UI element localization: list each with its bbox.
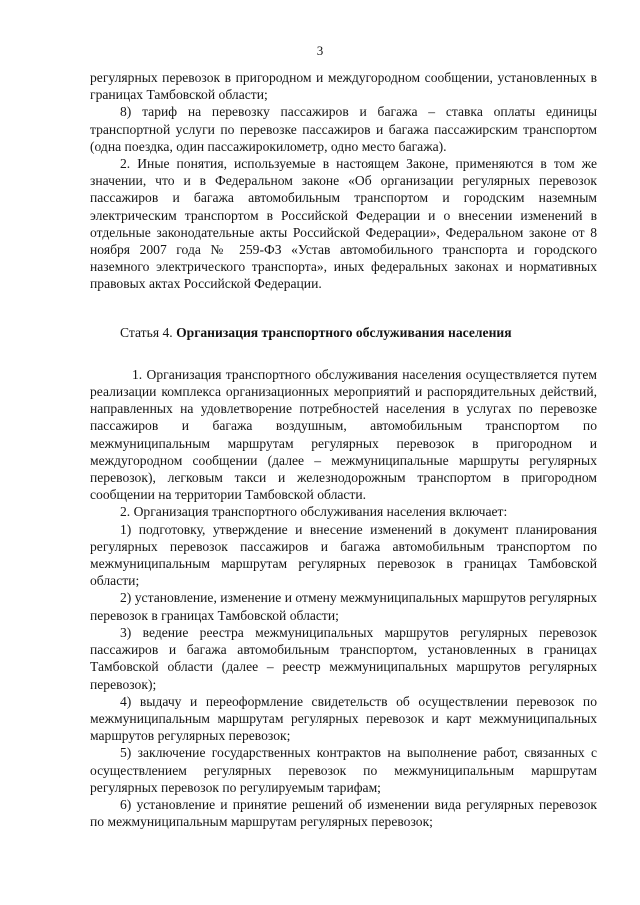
paragraph-a4-sub-4: 4) выдачу и переоформление свидетельств об осуществлении перевозок по межмуниципальным маршрутам регулярных перевозок и карт межмуниципальных маршрутов регулярных перевозок; bbox=[90, 693, 597, 744]
paragraph-a4-sub-2: 2) установление, изменение и отмену межмуниципальных маршрутов регулярных перевозок в границах Тамбовской области; bbox=[90, 590, 597, 623]
document-body bbox=[90, 69, 597, 830]
page-number: 3 bbox=[316, 43, 324, 58]
paragraph-a4-sub-6: 6) установление и принятие решений об изменении вида регулярных перевозок по межмуниципальным маршрутам регулярных перевозок; bbox=[90, 796, 597, 830]
article-heading bbox=[90, 324, 597, 341]
paragraph-a4-point-1: 1. Организация транспортного обслуживания населения осуществляется путем реализации комплекса организационных мероприятий и распорядительных действий, направленных на удовлетворение потребностей населения в услугах по перевозке пассажиров и багажа воздушным, автомобильным транспортом по межмуниципальным маршрутам регулярных перевозок в пригородном и междугородном сообщении (далее – межмуниципальные маршруты регулярных перевозок), легковым такси и железнодорожным транспортом в пригородном сообщении на территории Тамбовской области. bbox=[90, 366, 597, 503]
paragraph-a4-sub-5: 5) заключение государственных контрактов на выполнение работ, связанных с осуществлением регулярных перевозок по межмуниципальным маршрутам регулярных перевозок по регулируемым тарифам; bbox=[90, 745, 597, 795]
article-label: Статья 4. bbox=[120, 324, 173, 340]
paragraphs-after bbox=[90, 366, 597, 830]
paragraph-a4-point-2: 2. Организация транспортного обслуживания населения включает: bbox=[120, 504, 508, 520]
paragraph-item-8: 8) тариф на перевозку пассажиров и багажа – ставка оплаты единицы транспортной услуги по перевозке пассажиров и багажа пассажирским транспортом (одна поездка, один пассажирокилометр, одно место багажа). bbox=[90, 104, 597, 154]
article-title: Организация транспортного обслуживания населения bbox=[176, 324, 512, 340]
paragraph-point-2: 2. Иные понятия, используемые в настоящем Законе, применяются в том же значении, что и в Федеральном законе «Об организации регулярных перевозок пассажиров и багажа автомобильным транспортом и городским наземным электрическим транспортом в Российской Федерации и о внесении изменений в отдельные законодательные акты Российской Федерации», Федеральном законе от 8 ноября 2007 года № 259-ФЗ «Устав автомобильного транспорта и городского наземного электрического транспорта», иных федеральных законах и нормативных правовых актах Российской Федерации. bbox=[90, 156, 597, 292]
paragraph-cont-1: регулярных перевозок в пригородном и междугородном сообщении, установленных в границах Тамбовской области; bbox=[90, 70, 597, 103]
paragraph-a4-sub-3: 3) ведение реестра межмуниципальных маршрутов регулярных перевозок пассажиров и багажа автомобильным транспортом, установленных в границах Тамбовской области (далее – реестр межмуниципальных маршрутов регулярных перевозок); bbox=[90, 624, 597, 692]
paragraphs-before bbox=[90, 69, 597, 293]
paragraph-a4-sub-1: 1) подготовку, утверждение и внесение изменений в документ планирования регулярных перевозок пассажиров и багажа автомобильным транспортом по межмуниципальным маршрутам регулярных перевозок в границах Тамбовской области; bbox=[90, 521, 597, 589]
